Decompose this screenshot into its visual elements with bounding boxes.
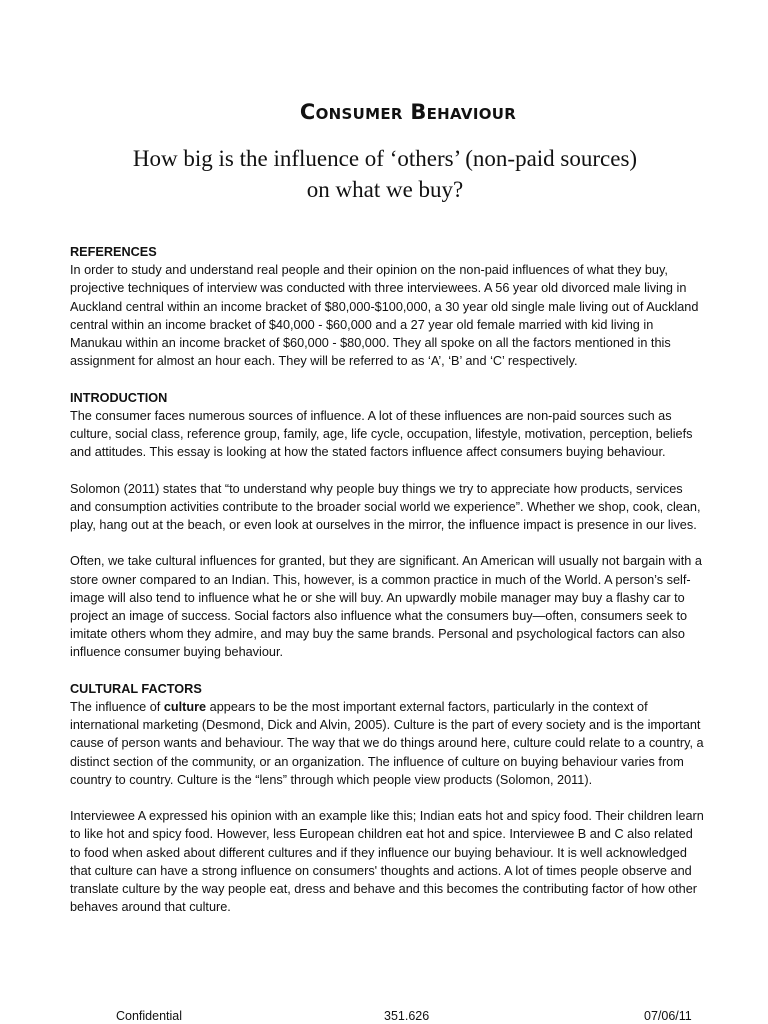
introduction-paragraph-1: The consumer faces numerous sources of influence. A lot of these influences are non-paid sources such as culture, social class, reference group, family, age, life cycle, occupation, lifestyle, motivation, perception, beliefs and attitudes. This essay is looking at how the stated factors influence affect consumers buying behaviour. (70, 408, 693, 460)
footer-course-code: 351.626 (384, 1009, 430, 1023)
footer-date: 07/06/11 (644, 1009, 692, 1023)
cultural-p1-text-start: The influence of (70, 700, 164, 715)
references-heading: REFERENCES (70, 245, 157, 259)
introduction-paragraph-3: Often, we take cultural influences for granted, but they are significant. An American will usually not bargain with a store owner compared to an Indian. This, however, is a common practice in much of the World. A person’s self-image will also tend to influence what he or she will buy. An upwardly mobile manager may buy a flashy car to project an image of success. Social factors also influence what the consumers buy—often, consumers seek to imitate others whom they admire, and may buy the same brands. Personal and psychological factors can also influence consumer buying behaviour. (70, 554, 702, 660)
cultural-paragraph-2: Interviewee A expressed his opinion with an example like this; Indian eats hot and spicy food. Their children learn to like hot and spicy food. However, less European children eat hot and spice. Interviewee B and C also related to food when asked about different cultures and if they influence our buying behaviour. It is well acknowledged that culture can have a strong influence on consumers' thoughts and actions. A lot of times people observe and translate culture by the way people eat, dress and behave and this becomes the contributing factor of how other behaves around that culture. (70, 809, 704, 915)
subtitle-line-2: on what we buy? (306, 177, 464, 202)
cultural-paragraph-1 (70, 698, 704, 789)
cultural-p1-bold-word: culture (163, 700, 207, 715)
subtitle-line-1: How big is the influence of ‘others’ (non-paid sources) (132, 146, 638, 171)
references-paragraph: In order to study and understand real people and their opinion on the non-paid influences of what they buy, projective techniques of interview was conducted with three interviewees. A 56 year old divorced male living in Auckland central within an income bracket of $80,000-$100,000, a 30 year old single male living out of Auckland central within an income bracket of $40,000 - $60,000 and a 27 year old female married with kid living in Manukau within an income bracket of $60,000 - $80,000. They all spoke on all the factors mentioned in this assignment for almost an hour each. They will be referred to as ‘A’, ‘B’ and ‘C’ respectively. (70, 263, 699, 369)
cultural-p1-text-end: appears to be the most important external factors, particularly in the context of international marketing (Desmond, Dick and Alvin, 2005). Culture is the part of every society and is the important cause of person wants and behaviour. The way that we do things around here, culture could relate to a country, a distinct section of the community, or an organization. The influence of culture on buying behaviour varies from country to country. Culture is the “lens” through which people view products (Solomon, 2011). (70, 700, 704, 787)
footer-confidential: Confidential (116, 1009, 183, 1023)
introduction-heading: INTRODUCTION (70, 390, 168, 405)
document-subtitle (60, 143, 710, 205)
document-body (70, 243, 704, 916)
page-footer (0, 1009, 768, 1024)
cultural-factors-heading: CULTURAL FACTORS (70, 681, 202, 696)
introduction-paragraph-2: Solomon (2011) states that “to understand why people buy things we try to appreciate how products, services and consumption activities contribute to the broader social world we experience”. Whether we shop, cook, clean, play, hang out at the beach, or even look at ourselves in the mirror, the influence impact is presence in our lives. (70, 481, 701, 533)
document-title: Consumer Behaviour (299, 100, 517, 124)
